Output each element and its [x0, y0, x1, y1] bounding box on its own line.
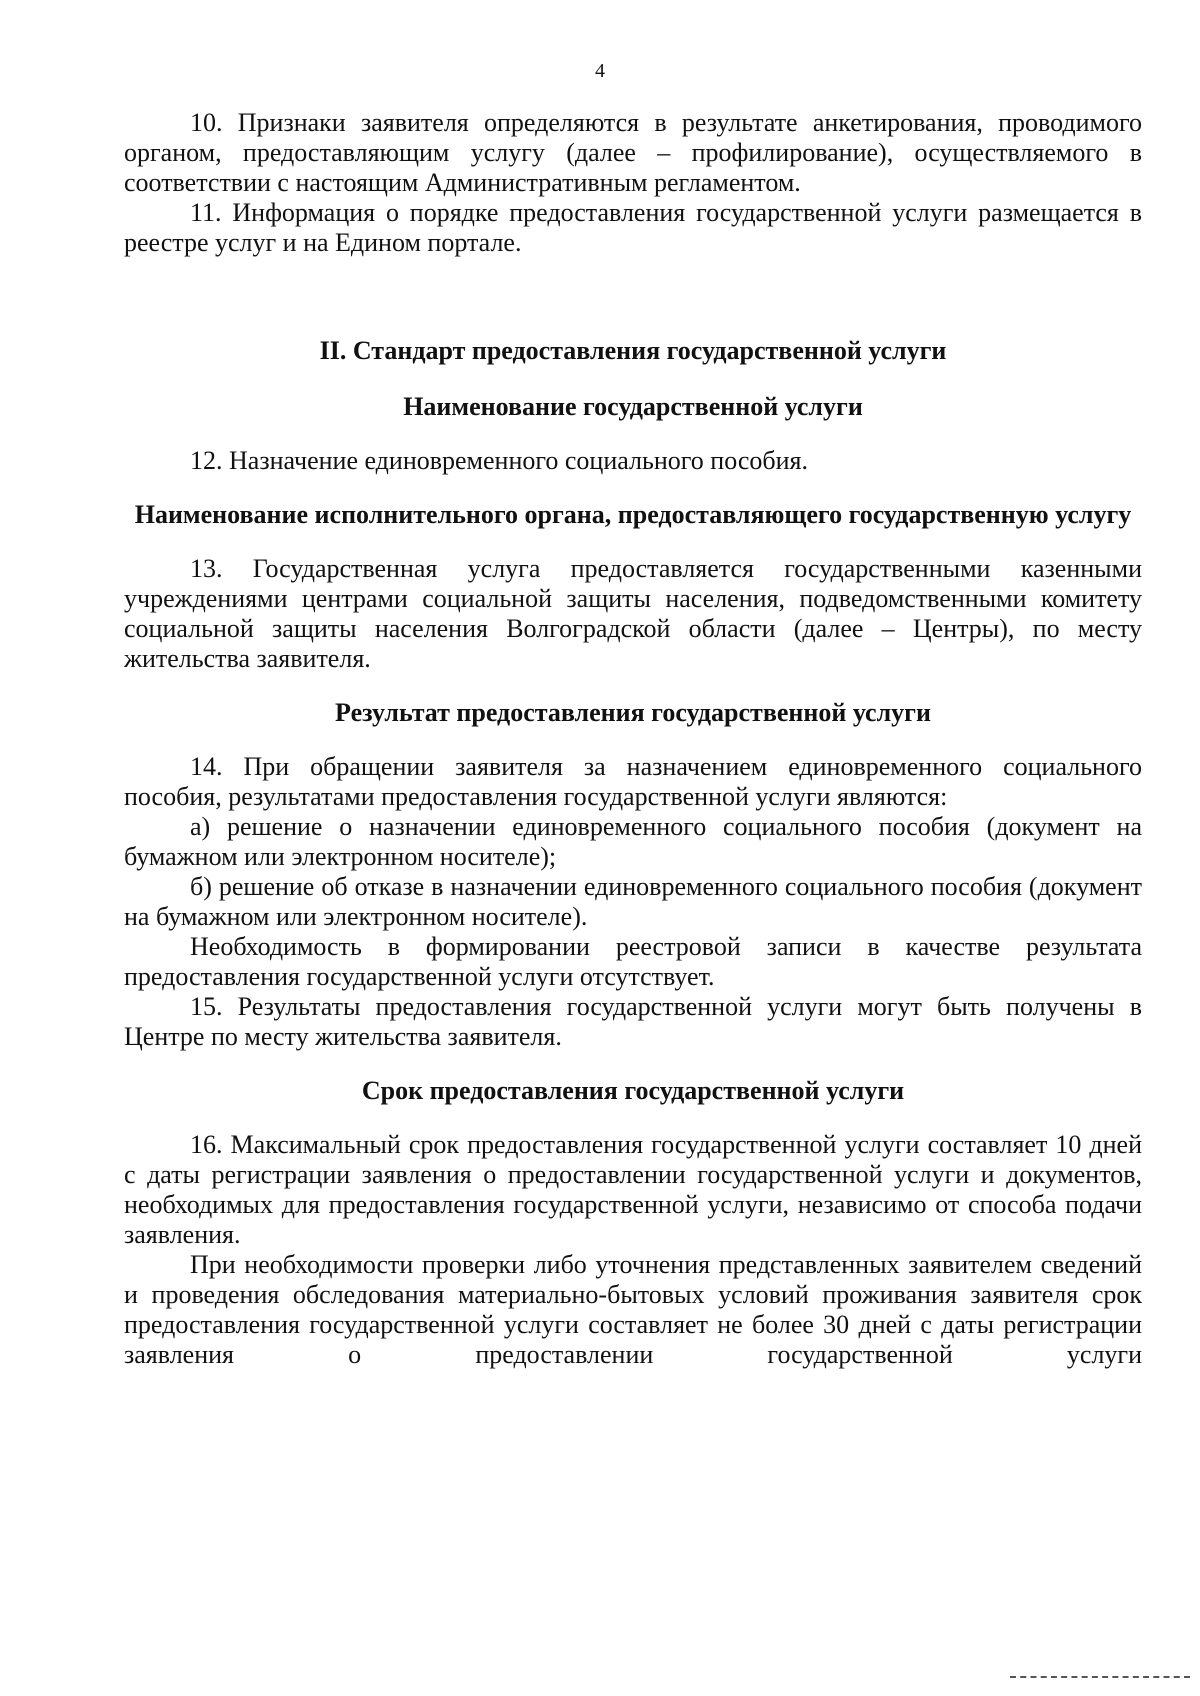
- paragraph-14c: Необходимость в формировании реестровой записи в качестве результата предоставления государственной услуги отсутствует.: [124, 932, 1142, 991]
- paragraph-11: 11. Информация о порядке предоставления государственной услуги размещается в реестре услуг и на Едином портале.: [124, 198, 1142, 257]
- page-number: 4: [595, 60, 605, 82]
- paragraph-14a: а) решение о назначении единовременного социального пособия (документ на бумажном или электронном носителе);: [124, 812, 1142, 871]
- heading-term: Срок предоставления государственной услуги: [361, 1076, 905, 1105]
- section-title: II. Стандарт предоставления государственной услуги: [319, 336, 947, 365]
- scan-artifact-line: [1010, 1676, 1190, 1678]
- paragraph-16b: При необходимости проверки либо уточнения представленных заявителем сведений и проведения обследования материально-бытовых условий проживания заявителя срок предоставления государственной услуги составляет не более 30 дней с даты регистрации заявления о предоставлении государственной услуги: [124, 1250, 1142, 1369]
- paragraph-14: 14. При обращении заявителя за назначением единовременного социального пособия, результатами предоставления государственной услуги являются:: [124, 752, 1142, 811]
- document-body: [124, 108, 1142, 1370]
- paragraph-14b: б) решение об отказе в назначении единовременного социального пособия (документ на бумажном или электронном носителе).: [124, 872, 1142, 931]
- heading-executive-organ: Наименование исполнительного органа, предоставляющего государственную услугу: [134, 500, 1132, 529]
- paragraph-10: 10. Признаки заявителя определяются в результате анкетирования, проводимого органом, предоставляющим услугу (далее – профилирование), осуществляемого в соответствии с настоящим Административным регламентом.: [124, 108, 1142, 197]
- paragraph-16: 16. Максимальный срок предоставления государственной услуги составляет 10 дней с даты регистрации заявления о предоставлении государственной услуги и документов, необходимых для предоставления государственной услуги, независимо от способа подачи заявления.: [124, 1130, 1142, 1249]
- paragraph-12: 12. Назначение единовременного социального пособия.: [190, 446, 808, 475]
- heading-service-name: Наименование государственной услуги: [403, 392, 863, 421]
- heading-result: Результат предоставления государственной услуги: [335, 698, 931, 727]
- paragraph-13: 13. Государственная услуга предоставляется государственными казенными учреждениями центрами социальной защиты населения, подведомственными комитету социальной защиты населения Волгоградской области (далее – Центры), по месту жительства заявителя.: [124, 554, 1142, 673]
- paragraph-15: 15. Результаты предоставления государственной услуги могут быть получены в Центре по месту жительства заявителя.: [124, 992, 1142, 1051]
